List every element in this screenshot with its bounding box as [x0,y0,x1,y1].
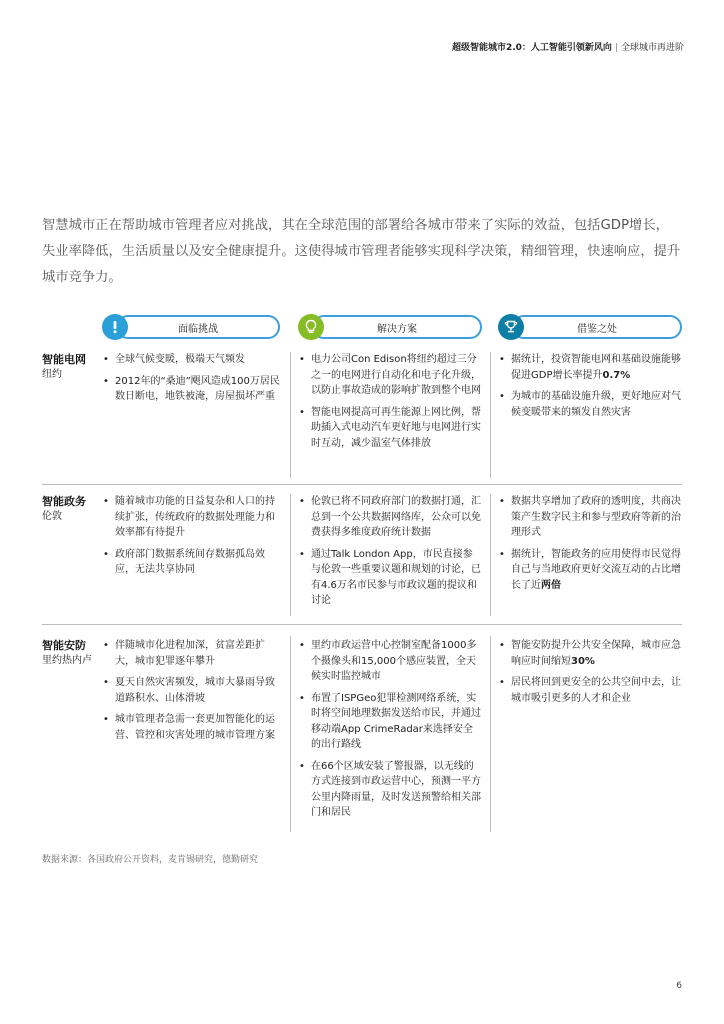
cell-challenges [102,638,282,749]
cell-solutions [298,494,482,615]
column-divider [490,494,491,616]
list-item: • 数据共享增加了政府的透明度，共商决策产生数字民主和参与型政府等新的治理形式 [498,494,682,541]
list-item: • 夏天自然灾害频发，城市大暴雨导致道路积水、山体滑坡 [102,675,282,706]
list-item: • 里约市政运营中心控制室配备1000多个摄像头和15,000个感应装置，全天候实时监控城市 [298,638,482,685]
list-item: • 据统计，智能政务的应用使得市民觉得自己与当地政府更好交流互动的占比增长了近两倍 [498,547,682,594]
column-divider [290,352,291,478]
column-header-solutions [298,315,482,339]
column-label: 解决方案 [377,323,417,335]
column-label: 借鉴之处 [577,323,617,335]
cell-lessons [498,352,682,426]
row-city: 里约热内卢 [42,655,92,666]
column-pill [512,315,682,339]
trophy-icon [498,314,524,340]
column-header-challenges [102,315,280,339]
list-item: • 伦敦已将不同政府部门的数据打通，汇总到一个公共数据网络库，公众可以免费获得多维度政府统计数据 [298,494,482,541]
cell-solutions [298,638,482,827]
list-item: • 据统计，投资智能电网和基础设施能够促进GDP增长率提升0.7% [498,352,682,383]
cell-challenges [102,352,282,411]
column-pill [116,315,280,339]
row-title: 智能电网 [42,353,86,366]
list-item: • 居民将回到更安全的公共空间中去，让城市吸引更多的人才和企业 [498,675,682,706]
list-item: • 智能电网提高可再生能源上网比例，帮助插入式电动汽车更好地与电网进行实时互动，减少温室气体排放 [298,405,482,452]
cell-challenges [102,494,282,584]
cell-lessons [498,494,682,599]
row-divider [42,484,682,485]
list-item: • 全球气候变暖，极端天气频发 [102,352,282,368]
report-title: 超级智能城市2.0：人工智能引领新风向 [451,43,612,53]
list-item: • 城市管理者急需一套更加智能化的运营、管控和灾害处理的城市管理方案 [102,712,282,743]
column-divider [290,636,291,832]
column-header-lessons [498,315,682,339]
list-item: • 通过Talk London App，市民直接参与伦敦一些重要议题和规划的讨论，已有4.6万名市民参与市政议题的提议和讨论 [298,547,482,609]
column-divider [490,636,491,832]
intro-paragraph: 智慧城市正在帮助城市管理者应对挑战，其在全球范围的部署给各城市带来了实际的效益，包括GDP增长，失业率降低，生活质量以及安全健康提升。这使得城市管理者能够实现科学决策，精细管理，快速响应，提升城市竞争力。 [42,218,681,285]
list-item: • 2012年的“桑迪”飓风造成100万居民数日断电，地铁被淹，房屋损坏严重 [102,374,282,405]
cell-solutions [298,352,482,457]
column-divider [490,352,491,478]
row-divider [42,624,682,625]
list-item: • 政府部门数据系统间存数据孤岛效应，无法共享协同 [102,547,282,578]
row-city: 纽约 [42,369,62,380]
page-number: 6 [676,981,682,991]
list-item: • 伴随城市化进程加深，贫富差距扩大，城市犯罪逐年攀升 [102,638,282,669]
row-title: 智能政务 [42,495,86,508]
list-item: • 智能安防提升公共安全保障，城市应急响应时间缩短30% [498,638,682,669]
row-smart-security [42,638,682,838]
row-title: 智能安防 [42,639,86,652]
list-item: • 在66个区域安装了警报器，以无线的方式连接到市政运营中心，预测一平方公里内降雨量，及时发送预警给相关部门和居民 [298,759,482,821]
column-divider [290,494,291,616]
row-smart-grid [42,352,682,472]
row-smart-government [42,494,682,614]
list-item: • 电力公司Con Edison将纽约超过三分之一的电网进行自动化和电子化升级，以防止事故造成的影响扩散到整个电网 [298,352,482,399]
header-separator: | [614,43,618,53]
row-city: 伦敦 [42,511,62,522]
column-pill [312,315,482,339]
page-header [452,40,684,53]
list-item: • 布置了ISPGeo犯罪检测网络系统，实时将空间地理数据发送给市民，并通过移动端App CrimeRadar来选择安全的出行路线 [298,691,482,753]
lightbulb-icon [298,314,324,340]
column-label: 面临挑战 [178,323,218,335]
exclamation-icon [102,314,128,340]
list-item: • 随着城市功能的日益复杂和人口的持续扩张，传统政府的数据处理能力和效率都有待提升 [102,494,282,541]
list-item: • 为城市的基础设施升级，更好地应对气候变暖带来的频发自然灾害 [498,389,682,420]
data-source-note: 数据来源：各国政府公开资料，麦肯锡研究，德勤研究 [42,855,259,865]
report-subtitle: 全球城市再进阶 [620,43,684,53]
cell-lessons [498,638,682,712]
